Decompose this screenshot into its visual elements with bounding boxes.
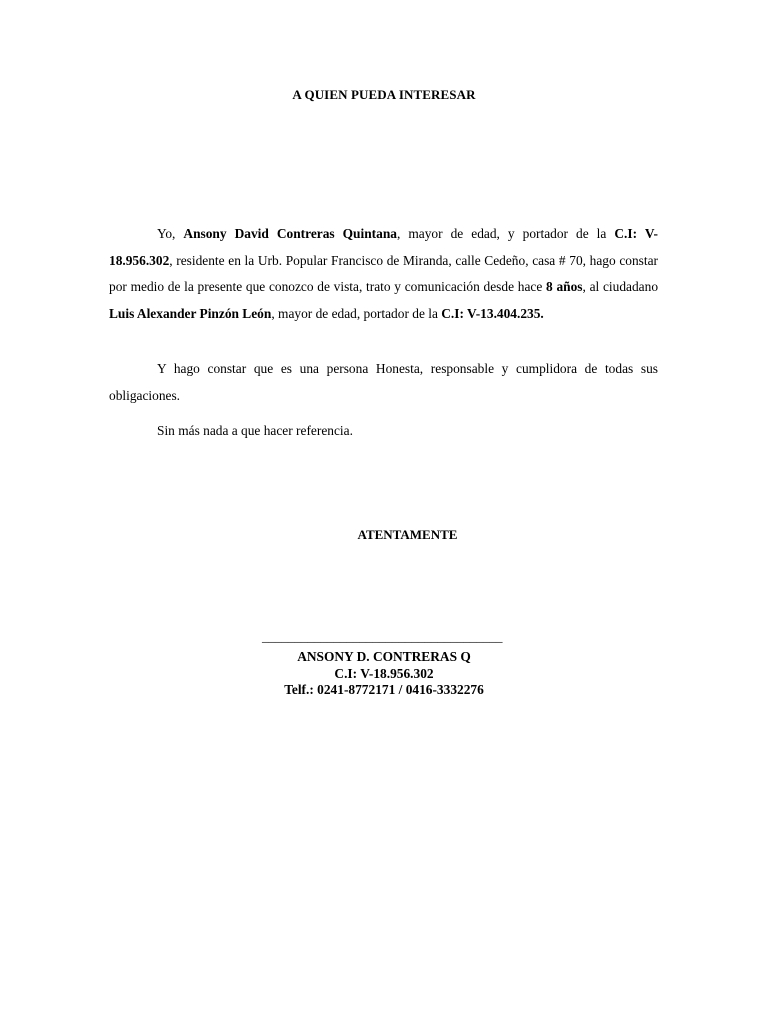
declaration-text-5: , mayor de edad, portador de la <box>271 305 442 321</box>
declaration-text-3: , residente en la Urb. Popular Francisco de Miranda, calle Cedeño, casa # 70, hago constar por medio de la presente que conozco de vista, trato y comunicación desde hace <box>109 252 658 294</box>
closing-salutation: ATENTAMENTE <box>357 527 458 542</box>
closing-remark-text: Sin más nada a que hacer referencia. <box>157 423 353 438</box>
signer-name: ANSONY D. CONTRERAS Q <box>297 649 471 664</box>
subject-id: C.I: V-13.404.235. <box>441 305 544 321</box>
signer-id: C.I: V-18.956.302 <box>334 665 434 681</box>
declarant-id: C.I: V-18.956.302 <box>109 226 658 268</box>
declarant-name: Ansony David Contreras Quintana <box>183 226 397 241</box>
character-text: Y hago constar que es una persona Honesta, responsable y cumplidora de todas sus obligaciones. <box>109 361 658 403</box>
letter-title: A QUIEN PUEDA INTERESAR <box>292 87 476 102</box>
paragraph-character <box>109 356 658 409</box>
paragraph-closing-remark <box>109 418 658 445</box>
subject-name: Luis Alexander Pinzón León <box>109 305 272 321</box>
declaration-text-2: , mayor de edad, y portador de la <box>396 226 615 241</box>
declaration-text-1: Yo, <box>157 226 184 241</box>
paragraph-declaration <box>109 221 658 327</box>
signature-line: _____________________________________ <box>262 629 503 644</box>
declaration-text-4: , al ciudadano <box>582 279 659 294</box>
signature-block <box>0 649 768 699</box>
signer-phone: Telf.: 0241-8772171 / 0416-3332276 <box>284 682 484 697</box>
years-known: 8 años <box>546 279 583 294</box>
